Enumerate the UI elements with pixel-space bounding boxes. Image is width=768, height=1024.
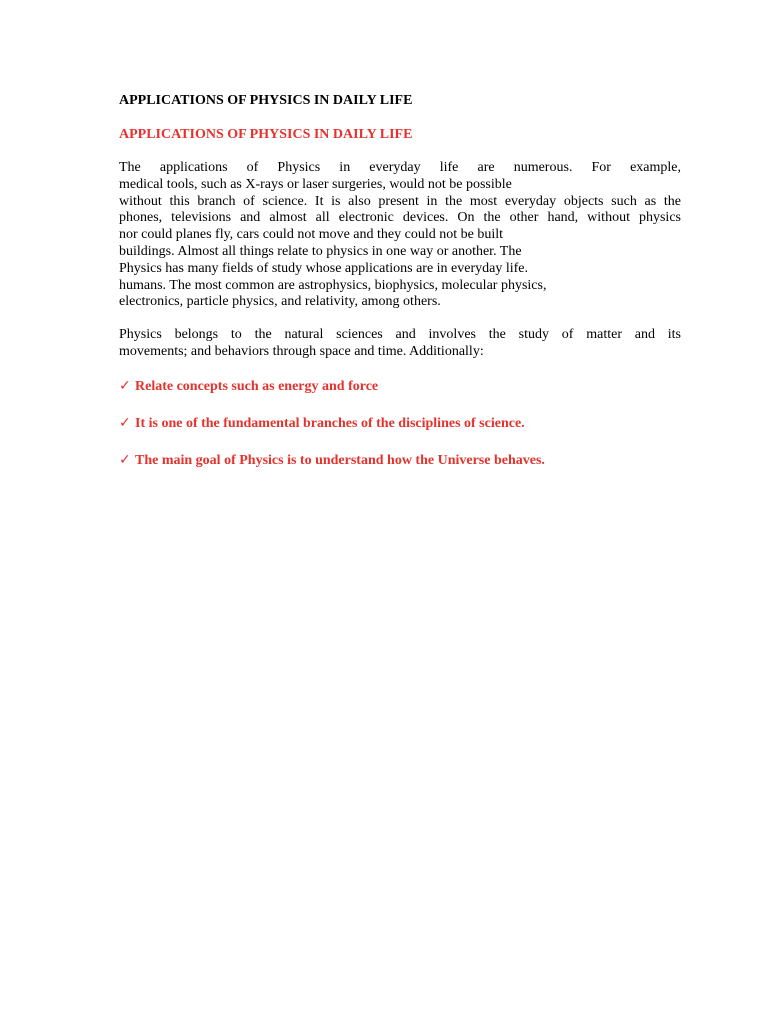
bullet-item <box>119 377 681 396</box>
paragraph-line: The applications of Physics in everyday life are numerous. For example, <box>119 160 681 175</box>
check-mark-icon: ✓ <box>119 377 131 394</box>
paragraph-line: Physics has many fields of study whose applications are in everyday life. <box>119 260 529 276</box>
document-title: APPLICATIONS OF PHYSICS IN DAILY LIFE <box>119 93 413 108</box>
paragraph-line: humans. The most common are astrophysics, biophysics, molecular physics, <box>119 277 547 293</box>
bullet-list <box>119 377 681 470</box>
check-mark-icon: ✓ <box>119 451 131 468</box>
bullet-text: It is one of the fundamental branches of the disciplines of science. <box>135 415 525 431</box>
intro-paragraph <box>119 160 681 311</box>
paragraph-line: nor could planes fly, cars could not move and they could not be built <box>119 227 504 243</box>
paragraph-line: electronics, particle physics, and relativity, among others. <box>119 294 441 310</box>
definition-paragraph <box>119 327 681 361</box>
check-mark-icon: ✓ <box>119 414 131 431</box>
paragraph-line: without this branch of science. It is also present in the most everyday objects such as the <box>119 193 681 209</box>
paragraph-line: phones, televisions and almost all electronic devices. On the other hand, without physics <box>119 210 681 226</box>
document-page <box>119 92 681 488</box>
paragraph-line: medical tools, such as X-rays or laser surgeries, would not be possible <box>119 176 512 192</box>
paragraph-line: Physics belongs to the natural sciences and involves the study of matter and its <box>119 327 681 343</box>
document-subtitle: APPLICATIONS OF PHYSICS IN DAILY LIFE <box>119 127 413 142</box>
bullet-item <box>119 414 681 433</box>
paragraph-line: movements; and behaviors through space and time. Additionally: <box>119 343 484 359</box>
bullet-text: Relate concepts such as energy and force <box>135 378 379 394</box>
bullet-text: The main goal of Physics is to understand how the Universe behaves. <box>135 452 545 468</box>
paragraph-line: buildings. Almost all things relate to physics in one way or another. The <box>119 243 522 259</box>
bullet-item <box>119 451 681 470</box>
